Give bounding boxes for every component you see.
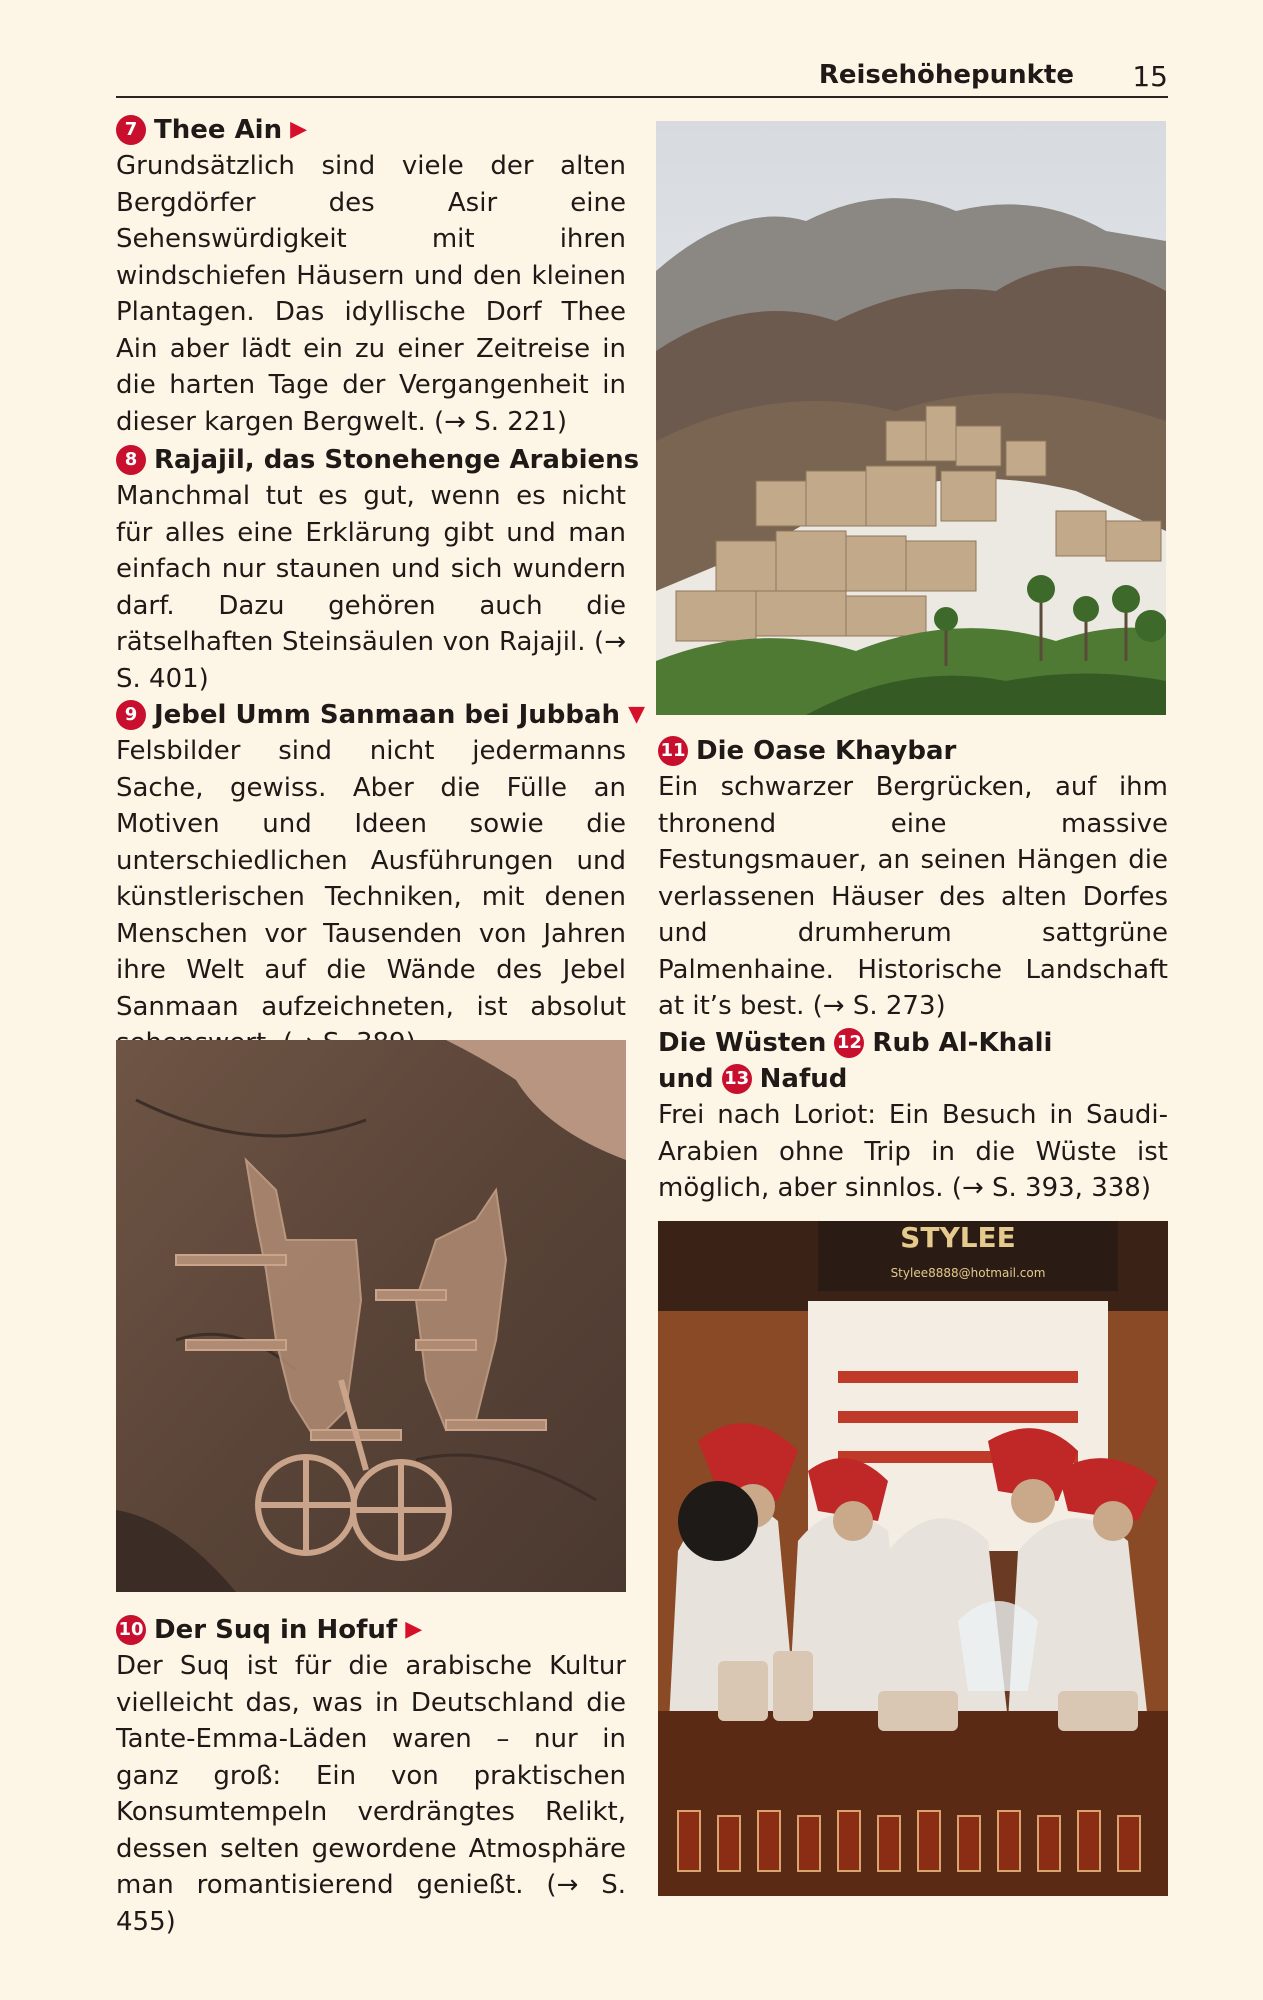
highlight-9-title: Jebel Umm Sanmaan bei Jubbah (154, 700, 621, 730)
highlight-9-text: Felsbilder sind nicht jedermanns Sache, gewiss. Aber die Fülle an Motiven und Ideen sowie die unterschiedlichen Ausführungen und künstlerischen Techniken, mit denen Menschen vor Tausenden von Jahren ihre Welt auf die Wände des Jebel Sanmaan aufzeichneten, ist absolut (116, 736, 626, 1022)
highlight-8-heading (116, 442, 640, 478)
desert-name-nafud: Nafud (759, 1064, 848, 1094)
number-badge: 7 (116, 115, 146, 145)
and-label: und (658, 1064, 714, 1094)
highlight-7-heading (116, 112, 626, 148)
highlight-11-text: Ein schwarzer Bergrücken, auf ihm thronend eine massive Festungsmauer, an seinen Hängen die verlassenen Häuser des alten Dorfes und drumherum sattgrüne Palmenhaine. Historische Landschaft at it’s best. (→ S. 273) (658, 772, 1168, 1021)
highlight-11 (658, 733, 1168, 1025)
souq-market-photo (658, 1221, 1168, 1896)
highlight-9-heading (116, 697, 645, 733)
shop-sign-name: STYLEE (900, 1221, 1016, 1254)
number-badge: 11 (658, 736, 688, 766)
mountain-village-photo (656, 121, 1166, 715)
number-badge: 8 (116, 445, 146, 475)
number-badge: 9 (116, 700, 146, 730)
highlight-11-title: Die Oase Khaybar (696, 736, 957, 766)
highlight-9 (116, 697, 645, 1062)
highlight-8 (116, 442, 640, 697)
highlight-10-text: Der Suq ist für die arabische Kultur vielleicht das, was in Deutschland die Tante-Emma-Läden waren – nur in ganz groß: Ein von praktischen Konsumtempeln verdrängtes Relikt, dessen selten gewordene Atmosphäre man romantisierend genießt. (→ S. 455) (116, 1651, 626, 1937)
running-header-title: Reisehöhepunkte (818, 60, 1074, 90)
highlight-8-text: Manchmal tut es gut, wenn es nicht für alles eine Erklärung gibt und man einfach nur staunen und sich wundern darf. Dazu gehören auch die rätselhaften Steinsäulen von Rajajil. (→ S. 401) (116, 481, 626, 694)
number-badge: 13 (722, 1064, 752, 1094)
arrow-right-icon: ▶ (290, 117, 308, 142)
rock-art-photo (116, 1040, 626, 1592)
highlight-8-title: Rajajil, das Stonehenge Arabiens (154, 445, 640, 475)
number-badge: 12 (834, 1028, 864, 1058)
highlight-13-heading (658, 1061, 1168, 1097)
desert-name-rub-al-khali: Rub Al-Khali (872, 1028, 1053, 1058)
highlight-7 (116, 112, 626, 440)
page-number: 15 (1132, 60, 1168, 93)
highlight-12-13-text: Frei nach Loriot: Ein Besuch in Saudi-Arabien ohne Trip in die Wüste ist möglich, aber sinnlos. (→ S. 393, 338) (658, 1100, 1168, 1203)
highlight-12-13 (658, 1025, 1168, 1207)
highlight-7-text: Grundsätzlich sind viele der alten Bergdörfer des Asir eine Sehenswürdigkeit mit ihren windschiefen Häusern und den kleinen Plantagen. Das idyllische Dorf Thee Ain aber lädt ein zu einer Zeitreise in die harten Tage der Vergangenheit in dieser kargen Bergwelt. (→ S. 221) (116, 151, 626, 437)
highlight-10 (116, 1612, 626, 1940)
highlight-10-title: Der Suq in Hofuf (154, 1615, 398, 1645)
running-header (116, 58, 1168, 98)
shop-sign-email: Stylee8888@hotmail.com (890, 1266, 1046, 1280)
number-badge: 10 (116, 1615, 146, 1645)
arrow-right-icon: ▶ (405, 1617, 423, 1642)
highlight-7-title: Thee Ain (154, 115, 283, 145)
highlight-11-heading (658, 733, 1168, 769)
deserts-title: Die Wüsten (658, 1028, 827, 1058)
highlight-12-heading (658, 1025, 1168, 1061)
highlight-10-heading (116, 1612, 626, 1648)
arrow-down-icon: ▼ (628, 702, 645, 727)
